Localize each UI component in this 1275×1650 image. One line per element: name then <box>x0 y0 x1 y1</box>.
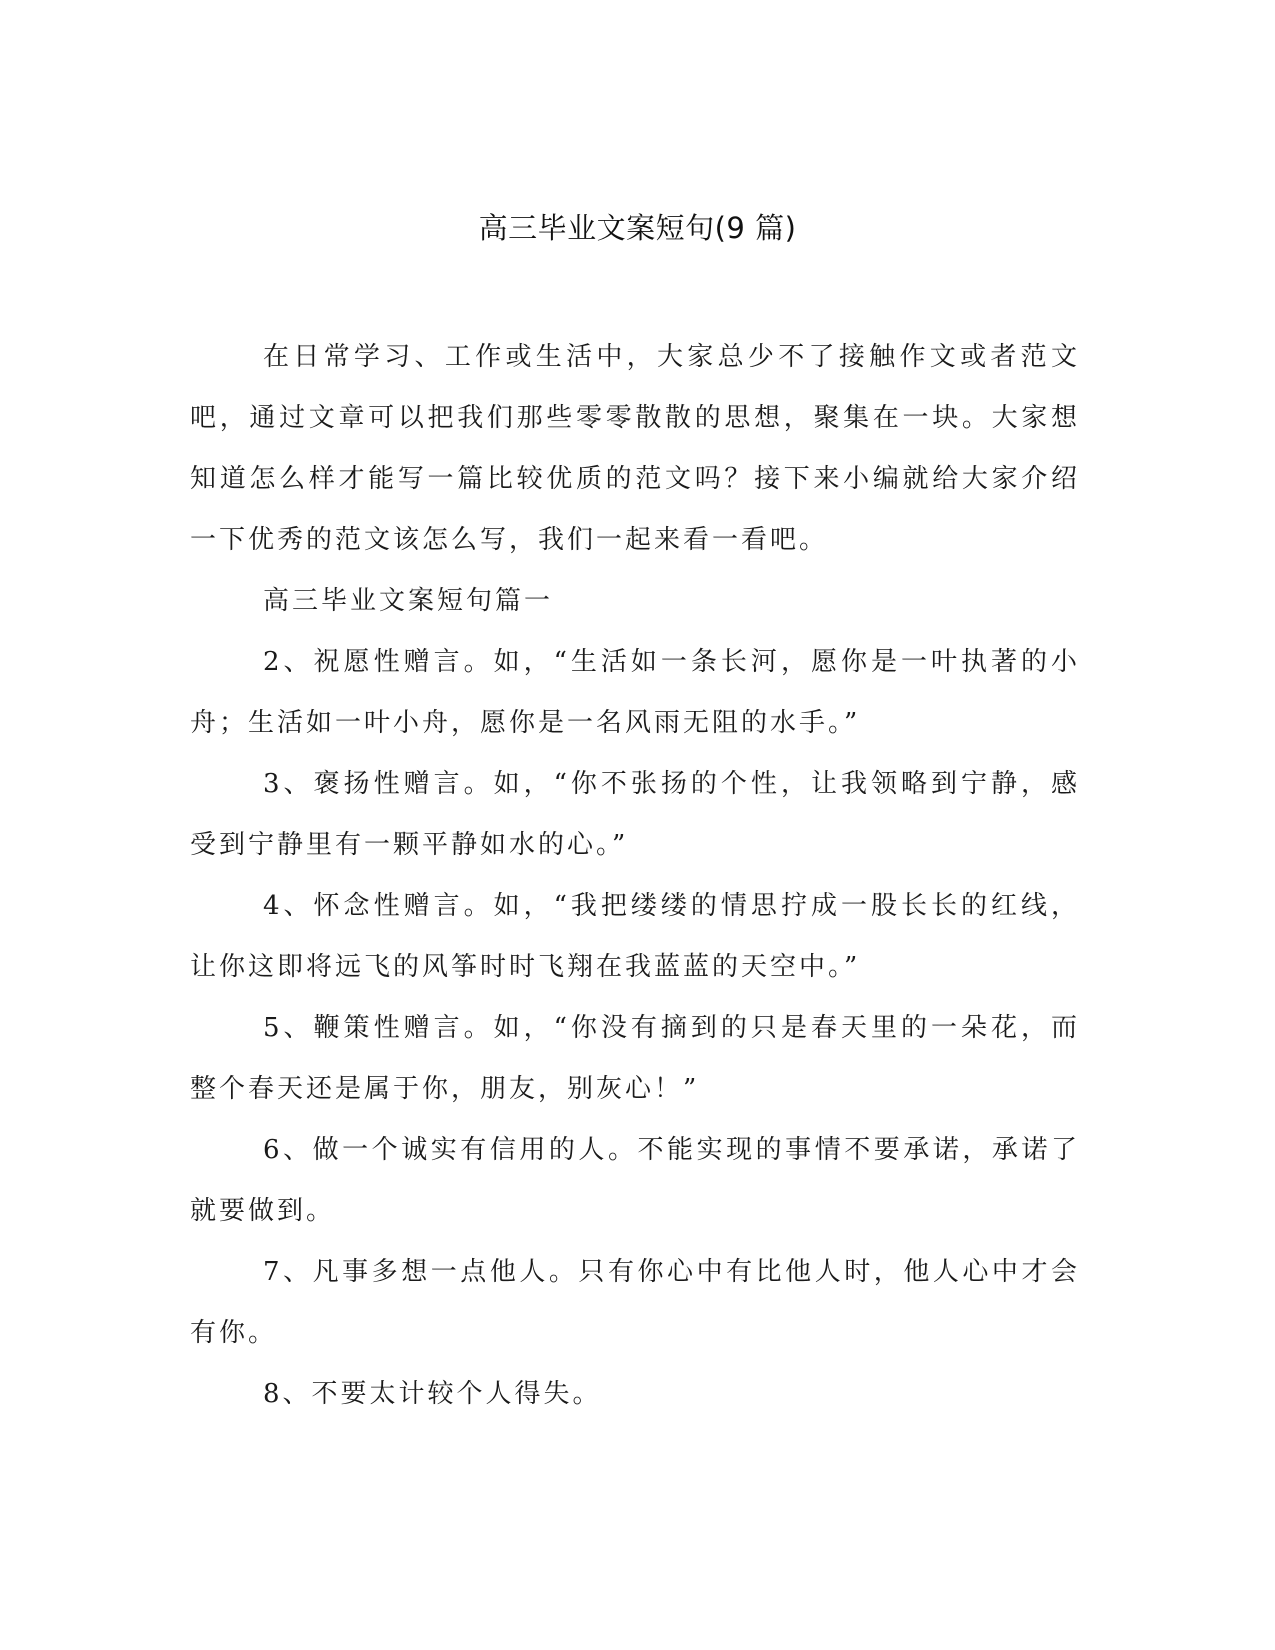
intro-paragraph: 在日常学习、工作或生活中，大家总少不了接触作文或者范文吧，通过文章可以把我们那些零零散散的思想，聚集在一块。大家想知道怎么样才能写一篇比较优质的范文吗？接下来小编就给大家介绍一下优秀的范文该怎么写，我们一起来看一看吧。 <box>190 342 1080 555</box>
document-title: 高三毕业文案短句(9 篇) <box>478 211 797 245</box>
list-item: 3、褒扬性赠言。如，“你不张扬的个性，让我领略到宁静，感受到宁静里有一颗平静如水的心。” <box>190 769 1080 860</box>
list-item: 7、凡事多想一点他人。只有你心中有比他人时，他人心中才会有你。 <box>190 1257 1080 1348</box>
list-item: 5、鞭策性赠言。如，“你没有摘到的只是春天里的一朵花，而整个春天还是属于你，朋友，别灰心！” <box>190 1013 1080 1104</box>
list-item: 4、怀念性赠言。如，“我把缕缕的情思拧成一股长长的红线，让你这即将远飞的风筝时时飞翔在我蓝蓝的天空中。” <box>190 891 1080 982</box>
list-item: 6、做一个诚实有信用的人。不能实现的事情不要承诺，承诺了就要做到。 <box>190 1135 1080 1226</box>
list-item: 8、不要太计较个人得失。 <box>263 1379 602 1409</box>
section-heading: 高三毕业文案短句篇一 <box>263 586 554 616</box>
list-item: 2、祝愿性赠言。如，“生活如一条长河，愿你是一叶执著的小舟；生活如一叶小舟，愿你是一名风雨无阻的水手。” <box>190 647 1080 738</box>
document-body <box>190 327 1080 1425</box>
